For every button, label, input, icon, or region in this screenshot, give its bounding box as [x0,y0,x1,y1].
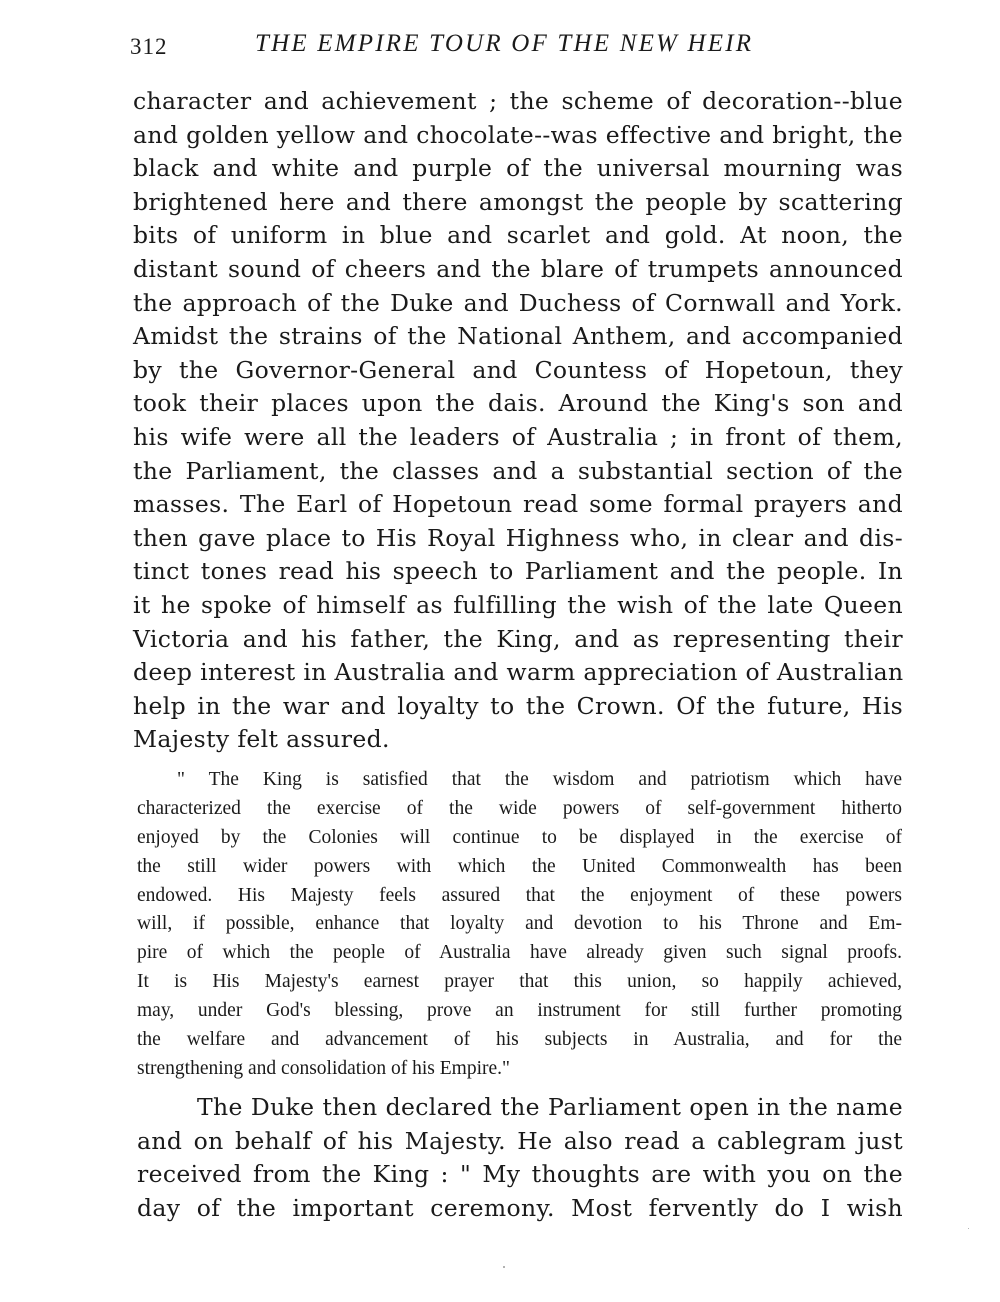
text-line: distant sound of cheers and the blare of trumpets announced [133,254,903,283]
quote-line: It is His Majesty's earnest prayer that this union, so happily achieved, [137,971,902,993]
running-title: THE EMPIRE TOUR OF THE NEW HEIR [255,30,754,57]
text-line: character and achievement ; the scheme of decoration--blue [133,87,903,115]
paragraph-1 [133,85,903,757]
text-line: black and white and purple of the universal mourning was [133,154,903,183]
text-line: brightened here and there amongst the people by scattering [133,187,903,216]
text-line: took their places upon the dais. Around the King's son and [133,389,903,418]
text-line: day of the important ceremony. Most fervently do I wish [137,1193,903,1222]
quote-line: the still wider powers with which the United Commonwealth has been [137,855,902,877]
text-line: help in the war and loyalty to the Crown. Of the future, His [133,691,903,720]
text-line: the Parliament, the classes and a substantial section of the [133,456,903,485]
quote-line: may, under God's blessing, prove an instrument for still further promoting [137,1000,902,1022]
text-line: by the Governor-General and Countess of Hopetoun, they [133,355,903,384]
scan-speck [968,1228,969,1229]
text-line: his wife were all the leaders of Australia ; in front of them, [133,422,903,451]
quote-line: enjoyed by the Colonies will continue to be displayed in the exercise of [137,826,902,848]
text-line: and on behalf of his Majesty. He also read a cablegram just [137,1126,903,1155]
block-quotation [137,766,902,1084]
page-number: 312 [130,34,168,59]
text-line: Amidst the strains of the National Anthem, and accompanied [133,322,903,351]
scan-speck [503,1266,505,1268]
text-line: bits of uniform in blue and scarlet and gold. At noon, the [133,221,903,250]
text-line: the approach of the Duke and Duchess of Cornwall and York. [133,288,903,317]
quote-line: characterized the exercise of the wide powers of self-government hitherto [137,797,902,819]
page-header [130,30,905,64]
text-line: Majesty felt assured. [133,725,390,754]
quote-line: strengthening and consolidation of his Empire." [137,1057,510,1079]
quote-line: endowed. His Majesty feels assured that the enjoyment of these powers [137,884,902,906]
quote-line: the welfare and advancement of his subjects in Australia, and for the [137,1029,902,1051]
text-line: deep interest in Australia and warm appreciation of Australian [133,658,904,687]
text-line: it he spoke of himself as fulfilling the wish of the late Queen [133,590,903,619]
text-line: received from the King : " My thoughts are with you on the [137,1160,903,1189]
paragraph-2 [137,1091,903,1225]
quote-line: pire of which the people of Australia have already given such signal proofs. [137,942,902,964]
text-line: Victoria and his father, the King, and as representing their [133,624,903,653]
text-line: then gave place to His Royal Highness who, in clear and dis- [133,523,903,552]
quote-line: " The King is satisfied that the wisdom and patriotism which have [177,769,902,790]
text-line: The Duke then declared the Parliament open in the name [197,1093,903,1121]
text-line: masses. The Earl of Hopetoun read some formal prayers and [133,490,903,519]
quote-line: will, if possible, enhance that loyalty and devotion to his Throne and Em- [137,913,902,935]
text-line: and golden yellow and chocolate--was effective and bright, the [133,120,903,149]
text-line: tinct tones read his speech to Parliament and the people. In [133,557,903,586]
